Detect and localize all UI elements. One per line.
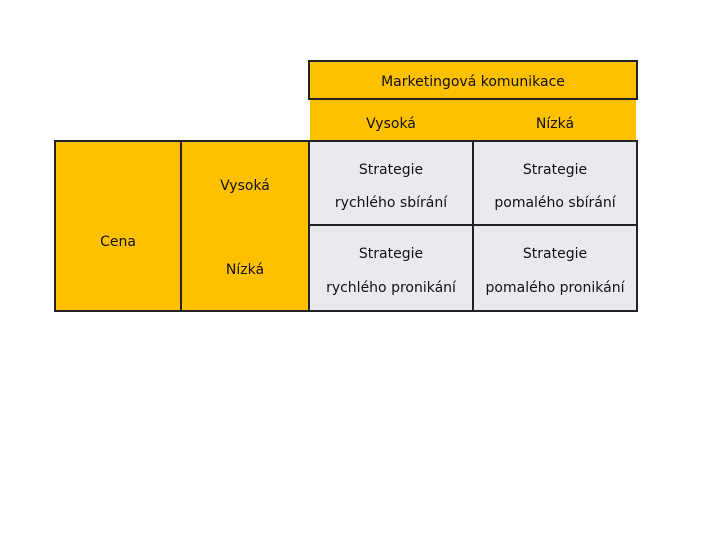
price-axis-label: Cena bbox=[100, 234, 136, 250]
price-levels-divider bbox=[182, 224, 308, 226]
column-header-low: Nízká bbox=[535, 116, 575, 132]
strategy-slow-skimming-line1: Strategie bbox=[522, 162, 588, 178]
strategy-slow-penetration-line2: pomalého pronikání bbox=[485, 280, 625, 296]
matrix-horizontal-divider bbox=[308, 224, 638, 226]
price-level-high: Vysoká bbox=[220, 178, 270, 194]
column-header-high: Vysoká bbox=[366, 116, 416, 132]
price-axis-block bbox=[54, 140, 182, 312]
strategy-rapid-penetration-line1: Strategie bbox=[358, 246, 424, 262]
strategy-rapid-skimming-line1: Strategie bbox=[358, 162, 424, 178]
price-level-low: Nízká bbox=[225, 262, 265, 278]
strategy-rapid-penetration-line2: rychlého pronikání bbox=[326, 280, 456, 296]
strategy-rapid-skimming-line2: rychlého sbírání bbox=[334, 195, 448, 211]
marketing-communication-header bbox=[308, 60, 638, 100]
marketing-communication-title: Marketingová komunikace bbox=[381, 74, 565, 90]
strategy-slow-skimming-line2: pomalého sbírání bbox=[494, 195, 616, 211]
strategy-slow-penetration-line1: Strategie bbox=[522, 246, 588, 262]
price-levels-block bbox=[180, 140, 310, 312]
